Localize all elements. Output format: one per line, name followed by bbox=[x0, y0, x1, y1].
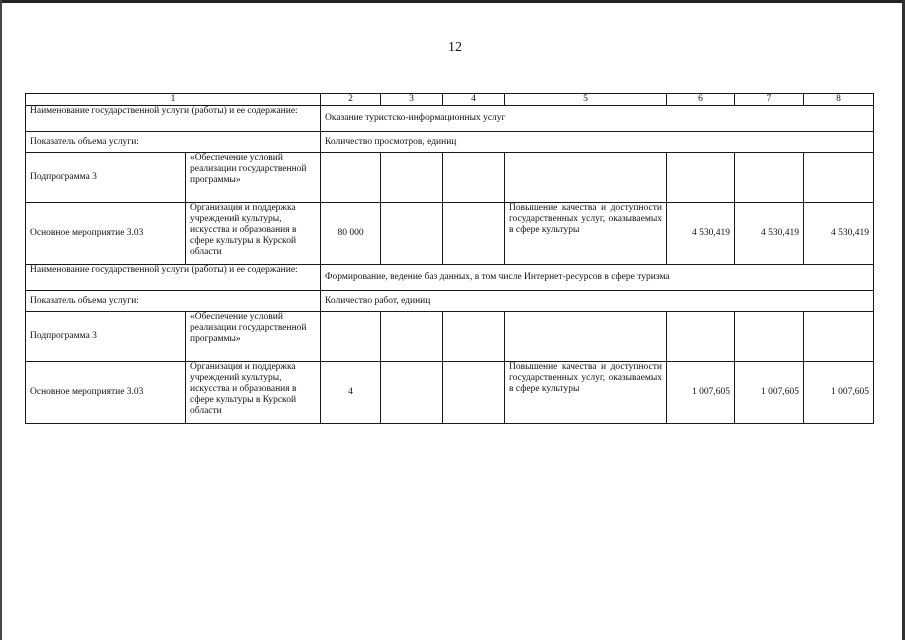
indicator-label: Показатель объема услуги: bbox=[26, 291, 321, 312]
header-cell-3: 3 bbox=[381, 94, 443, 106]
subprogram-cell-8 bbox=[804, 153, 874, 203]
subprogram-row bbox=[26, 312, 874, 362]
subprogram-name: «Обеспечение условий реализации государственной программы» bbox=[186, 153, 321, 203]
service-label: Наименование государственной услуги (работы) и ее содержание: bbox=[26, 106, 321, 132]
subprogram-cell-7 bbox=[735, 153, 804, 203]
header-cell-8: 8 bbox=[804, 94, 874, 106]
activity-label: Основное мероприятие 3.03 bbox=[26, 362, 186, 424]
subprogram-cell-8 bbox=[804, 312, 874, 362]
header-cell-6: 6 bbox=[667, 94, 735, 106]
indicator-row bbox=[26, 132, 874, 153]
service-value: Оказание туристско-информационных услуг bbox=[321, 106, 874, 132]
subprogram-row bbox=[26, 153, 874, 203]
header-cell-2: 2 bbox=[321, 94, 381, 106]
activity-goal: Повышение качества и доступности государственных услуг, оказываемых в сфере культуры bbox=[505, 362, 667, 424]
subprogram-cell-2 bbox=[321, 312, 381, 362]
activity-volume: 4 bbox=[321, 362, 381, 424]
service-label: Наименование государственной услуги (работы) и ее содержание: bbox=[26, 265, 321, 291]
activity-amount-6: 4 530,419 bbox=[667, 203, 735, 265]
indicator-row bbox=[26, 291, 874, 312]
service-row bbox=[26, 265, 874, 291]
subprogram-name: «Обеспечение условий реализации государственной программы» bbox=[186, 312, 321, 362]
activity-cell-3 bbox=[381, 362, 443, 424]
page-number: 12 bbox=[448, 40, 462, 55]
subprogram-cell-6 bbox=[667, 312, 735, 362]
header-cell-5: 5 bbox=[505, 94, 667, 106]
subprogram-cell-3 bbox=[381, 312, 443, 362]
activity-amount-8: 1 007,605 bbox=[804, 362, 874, 424]
subprogram-cell-5 bbox=[505, 312, 667, 362]
scan-border-left bbox=[0, 0, 2, 640]
header-row bbox=[26, 94, 874, 106]
header-cell-1: 1 bbox=[26, 94, 321, 106]
activity-cell-3 bbox=[381, 203, 443, 265]
subprogram-cell-7 bbox=[735, 312, 804, 362]
indicator-value: Количество просмотров, единиц bbox=[321, 132, 874, 153]
activity-name: Организация и поддержка учреждений культуры, искусства и образования в сфере культуры в Курской области bbox=[186, 203, 321, 265]
subprogram-cell-5 bbox=[505, 153, 667, 203]
activity-goal: Повышение качества и доступности государственных услуг, оказываемых в сфере культуры bbox=[505, 203, 667, 265]
activity-amount-8: 4 530,419 bbox=[804, 203, 874, 265]
activity-row bbox=[26, 362, 874, 424]
activity-cell-4 bbox=[443, 362, 505, 424]
header-cell-4: 4 bbox=[443, 94, 505, 106]
activity-amount-6: 1 007,605 bbox=[667, 362, 735, 424]
activity-name: Организация и поддержка учреждений культуры, искусства и образования в сфере культуры в Курской области bbox=[186, 362, 321, 424]
indicator-value: Количество работ, единиц bbox=[321, 291, 874, 312]
subprogram-label: Подпрограмма 3 bbox=[26, 312, 186, 362]
subprogram-cell-3 bbox=[381, 153, 443, 203]
activity-label: Основное мероприятие 3.03 bbox=[26, 203, 186, 265]
subprogram-cell-6 bbox=[667, 153, 735, 203]
activity-volume: 80 000 bbox=[321, 203, 381, 265]
subprogram-cell-2 bbox=[321, 153, 381, 203]
activity-amount-7: 4 530,419 bbox=[735, 203, 804, 265]
service-value: Формирование, ведение баз данных, в том числе Интернет-ресурсов в сфере туризма bbox=[321, 265, 874, 291]
header-cell-7: 7 bbox=[735, 94, 804, 106]
services-table bbox=[25, 93, 874, 424]
service-row bbox=[26, 106, 874, 132]
indicator-label: Показатель объема услуги: bbox=[26, 132, 321, 153]
activity-cell-4 bbox=[443, 203, 505, 265]
subprogram-cell-4 bbox=[443, 312, 505, 362]
activity-amount-7: 1 007,605 bbox=[735, 362, 804, 424]
subprogram-cell-4 bbox=[443, 153, 505, 203]
activity-row bbox=[26, 203, 874, 265]
scan-border-top bbox=[0, 0, 905, 3]
subprogram-label: Подпрограмма 3 bbox=[26, 153, 186, 203]
